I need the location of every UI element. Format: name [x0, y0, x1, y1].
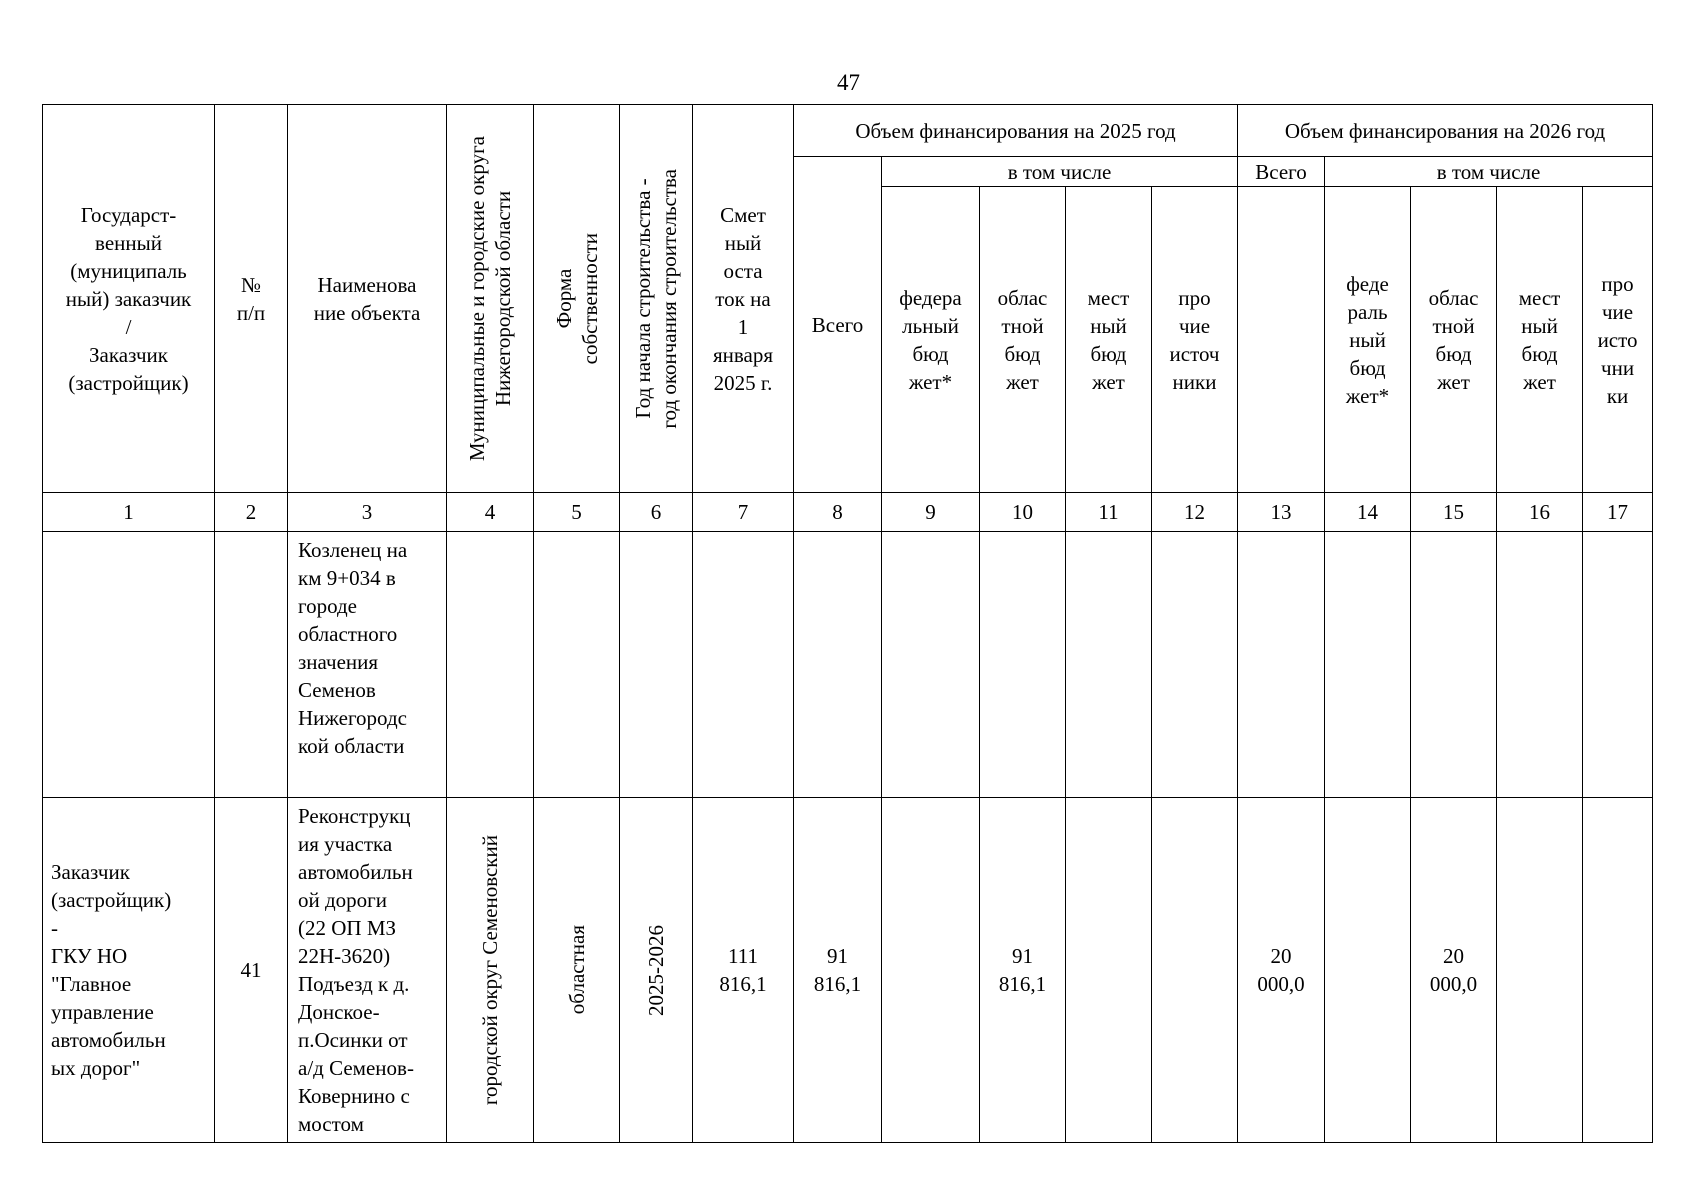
header-total-2026: Всего — [1238, 157, 1325, 187]
column-number: 3 — [288, 493, 447, 532]
balance-value: 111 816,1 — [693, 798, 794, 1143]
column-number: 17 — [1583, 493, 1653, 532]
years-value: 2025-2026 — [644, 924, 668, 1016]
ownership-value: областная — [564, 925, 589, 1015]
header-local-2025: мест ный бюд жет — [1066, 187, 1152, 493]
other-2026-value — [1583, 798, 1653, 1143]
total-2026-value: 20 000,0 — [1238, 798, 1325, 1143]
header-total-2025: Всего — [794, 157, 882, 493]
column-number: 9 — [882, 493, 980, 532]
header-federal-2026: феде раль ный бюд жет* — [1325, 187, 1411, 493]
district-name: городской округ Семеновский — [478, 834, 502, 1106]
header-row-top — [43, 105, 1653, 157]
column-number: 4 — [447, 493, 534, 532]
column-number: 1 — [43, 493, 215, 532]
total-2025-value: 91 816,1 — [794, 798, 882, 1143]
federal-2026-value — [1325, 798, 1411, 1143]
header-regional-2026: облас тной бюд жет — [1411, 187, 1497, 493]
header-fin-2026: Объем финансирования на 2026 год — [1238, 105, 1653, 157]
column-number: 15 — [1411, 493, 1497, 532]
header-federal-2025: федера льный бюд жет* — [882, 187, 980, 493]
column-number: 2 — [215, 493, 288, 532]
header-object-name: Наименова ние объекта — [288, 105, 447, 493]
column-number: 7 — [693, 493, 794, 532]
header-years-cell — [620, 105, 693, 493]
column-number: 16 — [1497, 493, 1583, 532]
header-ownership: Форма собственности — [551, 232, 602, 365]
header-total-2026-empty — [1238, 187, 1325, 493]
column-number: 8 — [794, 493, 882, 532]
column-number: 12 — [1152, 493, 1238, 532]
ownership-cell — [534, 798, 620, 1143]
header-local-2026: мест ный бюд жет — [1497, 187, 1583, 493]
local-2026-value — [1497, 798, 1583, 1143]
header-district-cell — [447, 105, 534, 493]
column-number: 5 — [534, 493, 620, 532]
column-number: 11 — [1066, 493, 1152, 532]
years-cell — [620, 798, 693, 1143]
district-cell — [447, 798, 534, 1143]
header-including-2025: в том числе — [882, 157, 1238, 187]
other-2025-value — [1152, 798, 1238, 1143]
header-ownership-cell — [534, 105, 620, 493]
header-number: № п/п — [215, 105, 288, 493]
table-row — [43, 798, 1653, 1143]
header-other-2026: про чие исто чни ки — [1583, 187, 1653, 493]
column-number: 10 — [980, 493, 1066, 532]
object-name: Реконструкц ия участка автомобильн ой дороги (22 ОП МЗ 22Н-3620) Подъезд к д. Донское- п.Осинки от а/д Семенов- Ковернино с мостом — [288, 798, 447, 1143]
customer-cell: Заказчик (застройщик) - ГКУ НО "Главное управление автомобильн ых дорог" — [43, 798, 215, 1143]
header-balance: Смет ный оста ток на 1 января 2025 г. — [693, 105, 794, 493]
row-number: 41 — [215, 798, 288, 1143]
local-2025-value — [1066, 798, 1152, 1143]
header-years: Год начала строительства - год окончания строительства — [631, 168, 681, 429]
column-number: 14 — [1325, 493, 1411, 532]
column-number: 6 — [620, 493, 693, 532]
federal-2025-value — [882, 798, 980, 1143]
header-other-2025: про чие источ ники — [1152, 187, 1238, 493]
header-fin-2025: Объем финансирования на 2025 год — [794, 105, 1238, 157]
column-number: 13 — [1238, 493, 1325, 532]
page-number: 47 — [837, 70, 860, 95]
regional-2026-value: 20 000,0 — [1411, 798, 1497, 1143]
header-district: Муниципальные и городские округа Нижегородской области — [465, 135, 515, 462]
column-number-row — [43, 493, 1653, 532]
header-including-2026: в том числе — [1325, 157, 1653, 187]
table-row — [43, 532, 1653, 798]
header-customer: Государст- венный (муниципаль ный) заказчик / Заказчик (застройщик) — [43, 105, 215, 493]
regional-2025-value: 91 816,1 — [980, 798, 1066, 1143]
object-name: Козленец на км 9+034 в городе областного значения Семенов Нижегородс кой области — [288, 532, 447, 798]
header-regional-2025: облас тной бюд жет — [980, 187, 1066, 493]
financing-table — [42, 104, 1653, 1143]
